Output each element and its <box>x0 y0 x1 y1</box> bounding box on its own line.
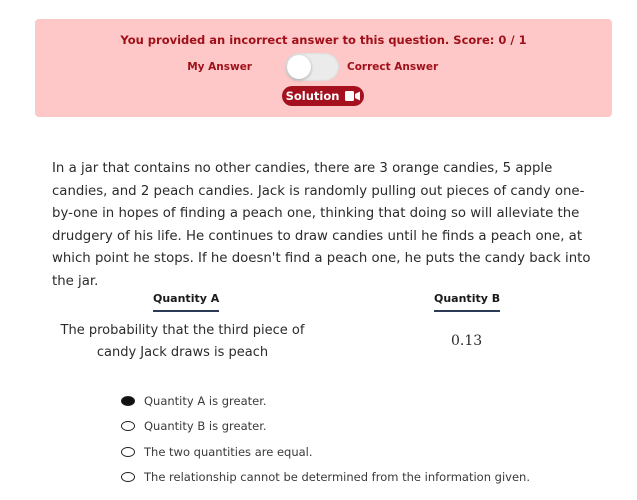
quantity-b-header: Quantity B <box>434 292 500 312</box>
quantity-b-value: 0.13 <box>451 333 483 349</box>
radio-button[interactable] <box>121 421 135 431</box>
option-label: The two quantities are equal. <box>144 445 313 459</box>
quantity-a-header: Quantity A <box>153 292 219 312</box>
answer-option-d[interactable] <box>121 470 530 484</box>
video-camera-icon <box>345 91 360 101</box>
radio-button[interactable] <box>121 396 135 406</box>
correct-answer-label[interactable]: Correct Answer <box>347 61 439 73</box>
quantity-a-value: The probability that the third piece of candy Jack draws is peach <box>60 323 305 360</box>
radio-button[interactable] <box>121 472 135 482</box>
result-banner <box>35 19 612 117</box>
option-label: Quantity A is greater. <box>144 394 267 408</box>
answer-option-c[interactable] <box>121 445 313 459</box>
solution-button[interactable] <box>282 86 364 106</box>
answer-toggle-switch[interactable] <box>285 53 339 81</box>
my-answer-label[interactable]: My Answer <box>187 61 252 73</box>
solution-button-label: Solution <box>285 89 340 103</box>
result-message: You provided an incorrect answer to this question. Score: 0 / 1 <box>120 33 527 47</box>
toggle-knob[interactable] <box>287 55 311 79</box>
answer-option-a[interactable] <box>121 394 267 408</box>
option-label: The relationship cannot be determined from the information given. <box>144 470 530 484</box>
answer-option-b[interactable] <box>121 419 267 433</box>
answer-toggle-row <box>35 53 612 83</box>
question-text: In a jar that contains no other candies, there are 3 orange candies, 5 apple candies, and 2 peach candies. Jack is randomly pulling out pieces of candy one-by-one in hopes of finding a peach one, thinking that doing so will alleviate the drudgery of his life. He continues to draw candies until he finds a peach one, at which point he stops. If he doesn't find a peach one, he puts the candy back into the jar. <box>52 161 591 289</box>
option-label: Quantity B is greater. <box>144 419 267 433</box>
radio-button[interactable] <box>121 447 135 457</box>
